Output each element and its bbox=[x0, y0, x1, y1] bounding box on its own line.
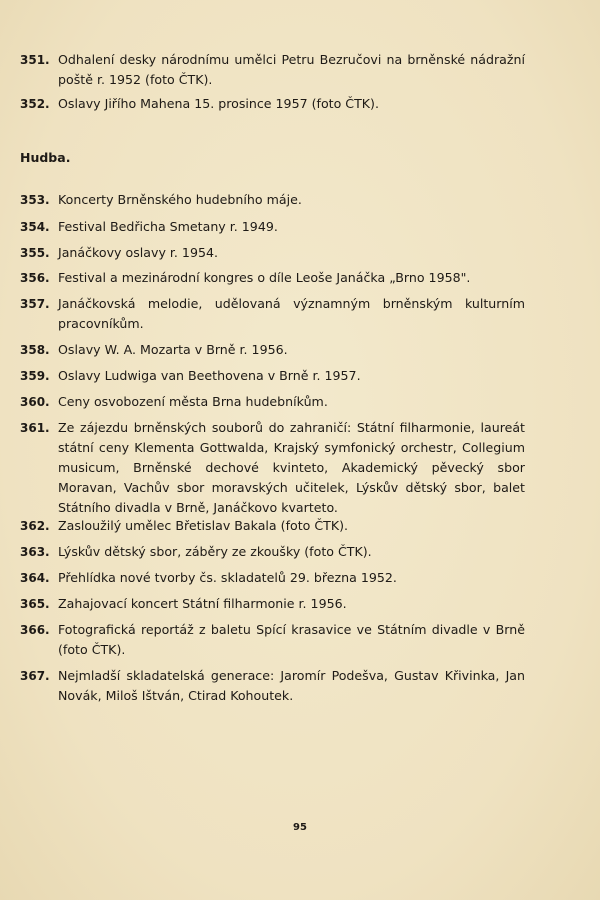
entry-number: 362. bbox=[20, 519, 50, 533]
entry-text: Oslavy W. A. Mozarta v Brně r. 1956. bbox=[58, 342, 288, 357]
entry-number: 364. bbox=[20, 571, 50, 585]
entry-number: 356. bbox=[20, 271, 50, 285]
page-number: 95 bbox=[293, 822, 307, 833]
list-item bbox=[20, 594, 525, 614]
entry-text: Zasloužilý umělec Břetislav Bakala (foto ČTK). bbox=[58, 518, 349, 533]
entry-number: 367. bbox=[20, 669, 50, 683]
entry-number: 352. bbox=[20, 97, 50, 111]
entry-text: Lýskův dětský sbor, záběry ze zkoušky (foto ČTK). bbox=[58, 544, 372, 559]
list-item bbox=[20, 418, 525, 518]
list-item bbox=[20, 620, 525, 660]
entry-number: 355. bbox=[20, 246, 50, 260]
entry-text: Přehlídka nové tvorby čs. skladatelů 29. března 1952. bbox=[58, 570, 397, 585]
entry-text: Janáčkovská melodie, udělovaná významným brněnským kulturním pracovníkům. bbox=[58, 296, 525, 331]
entry-number: 351. bbox=[20, 53, 50, 67]
entry-number: 361. bbox=[20, 421, 50, 435]
list-item bbox=[20, 50, 525, 90]
list-item bbox=[20, 366, 525, 386]
entry-number: 354. bbox=[20, 220, 50, 234]
entry-text: Janáčkovy oslavy r. 1954. bbox=[58, 245, 218, 260]
entry-text: Odhalení desky národnímu umělci Petru Bezručovi na brněnské nádražní poště r. 1952 (foto ČTK). bbox=[58, 52, 525, 87]
list-item bbox=[20, 190, 525, 210]
list-item bbox=[20, 243, 525, 263]
entry-number: 365. bbox=[20, 597, 50, 611]
list-item bbox=[20, 568, 525, 588]
entry-number: 357. bbox=[20, 297, 50, 311]
entry-number: 363. bbox=[20, 545, 50, 559]
entry-text: Koncerty Brněnského hudebního máje. bbox=[58, 192, 302, 207]
entry-text: Festival a mezinárodní kongres o díle Leoše Janáčka „Brno 1958". bbox=[58, 270, 471, 285]
entry-number: 358. bbox=[20, 343, 50, 357]
entry-text: Festival Bedřicha Smetany r. 1949. bbox=[58, 219, 278, 234]
entry-text: Fotografická reportáž z baletu Spící krasavice ve Státním divadle v Brně (foto ČTK). bbox=[58, 622, 525, 657]
entry-number: 359. bbox=[20, 369, 50, 383]
entry-text: Nejmladší skladatelská generace: Jaromír Podešva, Gustav Křivinka, Jan Novák, Miloš Ištván, Ctirad Kohoutek. bbox=[58, 668, 525, 703]
list-item bbox=[20, 94, 525, 114]
entry-text: Oslavy Ludwiga van Beethovena v Brně r. 1957. bbox=[58, 368, 361, 383]
list-item bbox=[20, 666, 525, 706]
entry-number: 360. bbox=[20, 395, 50, 409]
list-item bbox=[20, 294, 525, 334]
entry-number: 366. bbox=[20, 623, 50, 637]
list-item bbox=[20, 392, 525, 412]
entry-text: Ceny osvobození města Brna hudebníkům. bbox=[58, 394, 328, 409]
list-item bbox=[20, 340, 525, 360]
section-heading: Hudba. bbox=[20, 150, 71, 165]
entry-text: Zahajovací koncert Státní filharmonie r. 1956. bbox=[58, 596, 347, 611]
entry-text: Ze zájezdu brněnských souborů do zahraničí: Státní filharmonie, laureát státní ceny Klementa Gottwalda, Krajský symfonický orchestr, Collegium musicum, Brněnské dechové kvinteto, Akademický pěvecký sbor Moravan, Vachův sbor moravských učitelek, Lýskův dětský sbor, balet Státního divadla v Brně, Janáčkovo kvarteto. bbox=[58, 420, 525, 515]
list-item bbox=[20, 217, 525, 237]
list-item bbox=[20, 516, 525, 536]
entry-number: 353. bbox=[20, 193, 50, 207]
list-item bbox=[20, 542, 525, 562]
entry-text: Oslavy Jiřího Mahena 15. prosince 1957 (foto ČTK). bbox=[58, 96, 379, 111]
list-item bbox=[20, 268, 525, 288]
